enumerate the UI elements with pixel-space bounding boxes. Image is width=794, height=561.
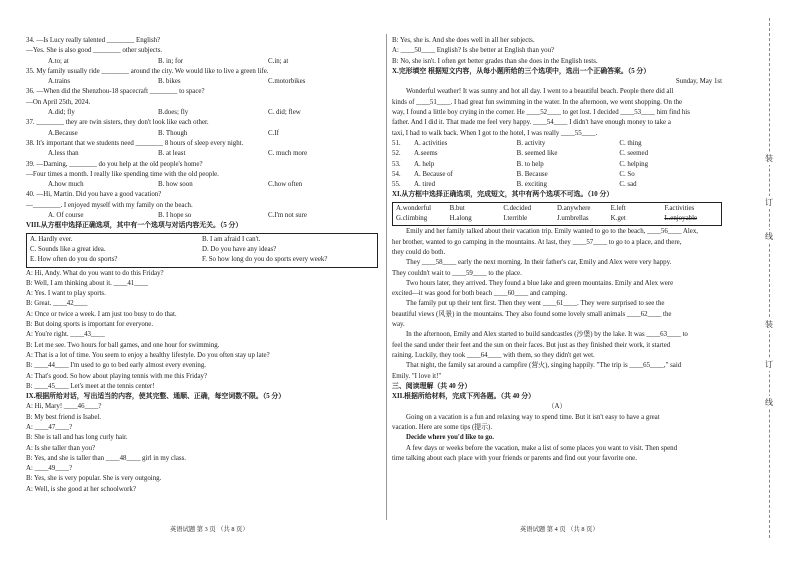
passage-line: feel the sand under their feet and the sun on their faces. But just as they finished their work, it started (392, 341, 671, 349)
word-item: H.along (449, 215, 472, 223)
word-item: E.left (610, 204, 626, 212)
option: C. seemed (619, 150, 649, 158)
binding-char: 订 (762, 196, 776, 209)
passage-line: raining. Luckily, they took ____64____ with them, so they didn't get wet. (392, 351, 595, 359)
option: A.did; fly (48, 109, 75, 117)
word-box (392, 202, 722, 227)
choice-item: B. I am afraid I can't. (202, 235, 261, 243)
option-row (26, 129, 378, 139)
choice-grid (30, 235, 374, 266)
dialog-line: B: ____44____ I'm used to go to bed early almost every evening. (26, 362, 206, 370)
question-number: 55. (392, 181, 401, 189)
dialog-line: A: Once or twice a week. I am just too busy to do that. (26, 310, 177, 318)
option: A.Because (48, 129, 78, 137)
option: A.less than (48, 150, 79, 158)
option-indent (26, 180, 48, 190)
binding-char: 装 (762, 318, 776, 331)
option-indent (26, 211, 48, 221)
tip-heading: Decide where you'd like to go. (406, 434, 494, 442)
section-heading: XI.从方框中选择正确选项，完成短文，其中有两个选项不可选。（10 分） (392, 191, 614, 199)
page-divider (386, 34, 387, 520)
option: A.seems (414, 150, 438, 158)
passage-line: her brother, wanted to go camping in the mountains. At last, they ____57____ to go to a place, and there, (392, 238, 682, 246)
passage-line: The family put up their tent first. Then they went ____61____. They were surprised to see the (406, 300, 665, 308)
passage-line: Two hours later, they arrived. They found a blue lake and green mountains. Emily and Alex were (406, 279, 674, 287)
cloze-option-row (392, 180, 722, 190)
option: C.how often (268, 181, 303, 189)
option: B. activity (516, 139, 546, 147)
option: C.If (268, 129, 279, 137)
section-heading: XII.根据所给材料，完成下列各题。（共 40 分） (392, 393, 535, 401)
option: B. to help (516, 160, 544, 168)
passage-line: time talking about each place with your friends or parents and find out your favorite one. (392, 454, 637, 462)
passage-line: Emily. "I love it!" (392, 372, 442, 380)
section-heading: 三、阅读理解（共 40 分） (392, 382, 472, 390)
option-row (26, 77, 378, 87)
option: A.how much (48, 181, 84, 189)
question-line: 40. —Hi, Martin. Did you have a good vacation? (26, 191, 162, 199)
question-line: —Yes. She is also good ________ other subjects. (26, 47, 163, 55)
dialog-line: B: But doing sports is important for everyone. (26, 321, 154, 329)
binding-char: 线 (762, 396, 776, 409)
dialog-line: B: She is tall and has long curly hair. (26, 434, 128, 442)
option: C. So (619, 170, 635, 178)
choice-item: A. Hardly ever. (30, 235, 73, 243)
dialog-line: B: ____45____ Let's meet at the tennis center! (26, 382, 155, 390)
dialog-line: A: That is a lot of time. You seem to enjoy a healthy lifestyle. Do you often stay up late? (26, 351, 270, 359)
option-row (26, 211, 378, 221)
right-page (392, 36, 722, 514)
passage-line: they could do both. (392, 248, 446, 256)
question-line: —On April 25th, 2024. (26, 98, 91, 106)
dialog-line: B: Yes, she is very popular. She is very outgoing. (26, 475, 162, 483)
option-row (26, 108, 378, 118)
word-item: C.decided (503, 204, 532, 212)
option: C. thing (619, 139, 642, 147)
passage-line: They ____58____ early the next morning. In their father's car, Emily and Alex were very happy. (406, 259, 672, 267)
option: A. tired (414, 181, 436, 189)
binding-dashed-line (769, 18, 770, 538)
option-row (26, 149, 378, 159)
dialog-line: A: Hi, Andy. What do you want to do this Friday? (26, 269, 164, 277)
question-line: —________. I enjoyed myself with my family on the beach. (26, 201, 193, 209)
question-line: —Four times a month. I really like spending time with the old people. (26, 170, 219, 178)
word-item: K.get (610, 215, 626, 223)
dialog-line: B: Let me see. Two hours for ball games, and one hour for swimming. (26, 341, 220, 349)
option-row (26, 57, 378, 67)
section-heading: VIII.从方框中选择正确选项，其中有一个选项与对话内容无关。（5 分） (26, 222, 243, 230)
passage-line: Emily and her family talked about their vacation trip. Emily wanted to go to the beach, ____56____ Alex, (406, 228, 699, 236)
passage-line: way. (392, 321, 405, 329)
option: B. seemed like (516, 150, 558, 158)
option: B. I hope so (158, 212, 192, 220)
choice-item: F. So how long do you do sports every week? (202, 256, 328, 264)
option: B. Though (158, 129, 188, 137)
word-item: A.wonderful (396, 204, 432, 212)
cloze-option-row (392, 160, 722, 170)
passage-line: taxi, I had to walk back. When I got to the hotel, I was really ____55____. (392, 129, 598, 137)
option: B. Because (516, 170, 548, 178)
footer-left: 英语试题 第 3 页 （共 8 页） (170, 526, 249, 533)
passage-line: Wonderful weather! It was sunny and hot all day. I went to a beautiful beach. People there did all (406, 88, 674, 96)
choice-item: D. Do you have any ideas? (202, 245, 277, 253)
passage-line: Going on a vacation is a fun and relaxing way to spend time. But it isn't easy to have a great (406, 413, 660, 421)
dialog-line: A: You're right. ____43____ (26, 331, 105, 339)
option: C. sad (619, 181, 637, 189)
binding-char: 订 (762, 358, 776, 371)
left-page (26, 36, 378, 514)
question-number: 52. (392, 150, 401, 158)
dialog-line: A: Well, is she good at her schoolwork? (26, 485, 136, 493)
cloze-option-row (392, 170, 722, 180)
word-item: L.enjoyable (664, 215, 698, 223)
option: B. exciting (516, 181, 547, 189)
passage-line: father. And I did it. That made me feel very happy. ____54____ I didn't have enough money to take a (392, 119, 671, 127)
dialog-line: A: ____47____? (26, 423, 73, 431)
section-heading: IX.根据所给对话，写出适当的内容，使其完整、通顺、正确，每空词数不限。（5 分） (26, 393, 286, 401)
passage-line: A few days or weeks before the vacation, make a list of some places you want to visit. Then spend (406, 444, 678, 452)
word-item: J.umbrellas (557, 215, 589, 223)
passage-line: They couldn't wait to ____59____ to the place. (392, 269, 522, 277)
question-line: 35. My family usually ride ________ around the city. We would like to live a green life. (26, 67, 269, 75)
dialog-line: A: ____49____? (26, 465, 73, 473)
diary-date: Sunday, May 1st (675, 78, 722, 86)
option-indent (26, 108, 48, 118)
option: A. Because of (414, 170, 453, 178)
dialog-line: B: No, she isn't. I often get better grades than she does in the English tests. (392, 57, 598, 65)
option: C.I'm not sure (268, 212, 307, 220)
dialog-line: B: Yes, and she is taller than ____48____ girl in my class. (26, 454, 187, 462)
choice-box (26, 233, 378, 268)
choice-item: C. Sounds like a great idea. (30, 245, 106, 253)
option: B. bikes (158, 78, 181, 86)
word-item: B.but (449, 204, 465, 212)
question-number: 51. (392, 139, 401, 147)
question-line: 39. —Darning, ________ do you help at the old people's home? (26, 160, 203, 168)
word-grid (396, 204, 718, 225)
binding-char: 线 (762, 230, 776, 243)
question-number: 54. (392, 170, 401, 178)
option: C. did; flew (268, 109, 301, 117)
dialog-line: B: Great. ____42____ (26, 300, 88, 308)
word-item: D.anywhere (557, 204, 591, 212)
word-item: G.climbing (396, 215, 428, 223)
option: A. help (414, 160, 435, 168)
footer-right: 英语试题 第 4 页 （共 8 页） (520, 526, 599, 533)
dialog-line: A: Is she taller than you? (26, 444, 96, 452)
question-line: 34. —Is Lucy really talented ________ English? (26, 37, 161, 44)
option: A.to; at (48, 57, 69, 65)
option: C.motorbikes (268, 78, 306, 86)
passage-line: beautiful views (风景) in the mountains. They also found some lovely small animals ____62____ the (392, 310, 672, 318)
passage-line: vacation. Here are some tips (提示). (392, 423, 493, 431)
dialog-line: A: That's good. So how about playing tennis with me this Friday? (26, 372, 208, 380)
passage-line: kinds of ____51____. I had great fun swimming in the water. In the afternoon, we went shopping. On the (392, 98, 683, 106)
question-number: 53. (392, 160, 401, 168)
word-item: F.activities (664, 204, 695, 212)
option: C. helping (619, 160, 649, 168)
passage-line: That night, the family sat around a campfire (营火), singing happily. "The trip is ____65____," said (406, 362, 682, 370)
question-line: 36. —When did the Shenzhou-18 spacecraft ________ to space? (26, 88, 205, 96)
passage-line: way, I found a little boy crying in the corner. He ____52____ to get lost. I decided ____53____ him find his (392, 109, 690, 117)
option: B.does; fly (158, 109, 189, 117)
passage-label: （A） (547, 403, 567, 411)
option: B. how soon (158, 181, 193, 189)
binding-char: 装 (762, 152, 776, 165)
option: A. activities (414, 139, 448, 147)
cloze-option-row (392, 149, 722, 159)
section-heading: X.完形填空 根据短文内容，从每小题所给的三个选项中，选出一个正确答案。（5 分） (392, 67, 651, 75)
option: C.in; at (268, 57, 289, 65)
option: B. in; for (158, 57, 184, 65)
cloze-option-row (392, 139, 722, 149)
question-line: 37. ________ they are twin sisters, they don't look like each other. (26, 119, 209, 127)
word-item: I.terrible (503, 215, 528, 223)
dialog-line: B: My best friend is Isabel. (26, 413, 102, 421)
dialog-line: A: ____50____ English? Is she better at English than you? (392, 47, 555, 55)
question-line: 38. It's important that we students need ________ 8 hours of sleep every night. (26, 139, 244, 147)
passage-line: excited—it was good for both beach ____60____ and camping. (392, 290, 568, 298)
passage-line: In the afternoon, Emily and Alex started to build sandcastles (沙堡) by the lake. It was ____63____ to (406, 331, 688, 339)
option-indent (26, 149, 48, 159)
dialog-line: B: Yes, she is. And she does well in all her subjects. (392, 37, 535, 44)
dialog-line: B: Well, I am thinking about it. ____41____ (26, 279, 149, 287)
option-indent (26, 77, 48, 87)
option-indent (26, 57, 48, 67)
option: C. much more (268, 150, 308, 158)
binding-margin (760, 0, 780, 561)
option-indent (26, 129, 48, 139)
dialog-line: A: Hi, Mary! ____46____? (26, 403, 102, 411)
dialog-line: A: Yes. I want to play sports. (26, 290, 106, 298)
option-row (26, 180, 378, 190)
option: A.trains (48, 78, 71, 86)
option: A. Of course (48, 212, 84, 220)
option: B. at least (158, 150, 186, 158)
choice-item: E. How often do you do sports? (30, 256, 118, 264)
